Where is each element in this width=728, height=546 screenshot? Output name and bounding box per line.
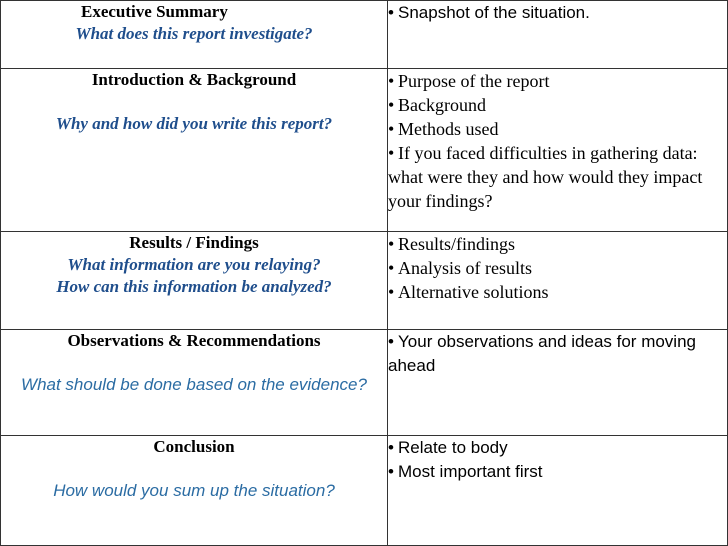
table-row (1, 329, 728, 435)
section-cell (1, 68, 388, 231)
section-question: How would you sum up the situation? (53, 480, 335, 500)
section-title: Conclusion (153, 436, 235, 456)
bullet-icon: • (388, 233, 395, 254)
list-item: • Background (388, 94, 486, 115)
list-item: • If you faced difficulties in gathering data: what were they and how would they impact your findings? (388, 142, 703, 211)
list-item: • Analysis of results (388, 257, 532, 278)
table-row (1, 1, 728, 69)
section-cell (1, 231, 388, 329)
list-item: • Results/findings (388, 233, 516, 254)
bullet-list (388, 1, 727, 25)
bullet-icon: • (388, 331, 394, 351)
bullet-list (388, 69, 727, 213)
bullet-icon: • (388, 142, 395, 163)
list-item: • Your observations and ideas for moving ahead (388, 331, 696, 375)
list-item: • Snapshot of the situation. (388, 1, 727, 25)
section-question: Why and how did you write this report? (55, 113, 333, 133)
section-cell (1, 1, 388, 69)
section-cell (1, 435, 388, 545)
section-question: How can this information be analyzed? (56, 276, 332, 296)
bullet-icon: • (388, 257, 395, 278)
contents-cell (388, 329, 728, 435)
bullet-icon: • (388, 461, 394, 481)
list-item: • Purpose of the report (388, 70, 550, 91)
list-item: • Alternative solutions (388, 281, 549, 302)
contents-cell (388, 231, 728, 329)
bullet-list (388, 330, 727, 378)
bullet-list (388, 232, 727, 304)
list-item: • Relate to body (388, 436, 727, 460)
bullet-list (388, 436, 727, 484)
table-row (1, 231, 728, 329)
bullet-icon: • (388, 437, 394, 457)
contents-cell (388, 1, 728, 69)
bullet-icon: • (388, 281, 395, 302)
list-item: • Most important first (388, 460, 727, 484)
table-row (1, 68, 728, 231)
section-question: What does this report investigate? (75, 24, 313, 43)
section-cell (1, 329, 388, 435)
section-title: Results / Findings (129, 232, 259, 252)
section-title: Observations & Recommendations (67, 330, 321, 350)
section-title: Introduction & Background (91, 69, 297, 89)
bullet-icon: • (388, 70, 395, 91)
contents-cell (388, 68, 728, 231)
list-item: • Methods used (388, 118, 499, 139)
section-title: Executive Summary (81, 2, 228, 21)
bullet-icon: • (388, 118, 395, 139)
bullet-icon: • (388, 3, 394, 22)
table-row (1, 435, 728, 545)
section-question: What information are you relaying? (67, 254, 321, 274)
section-question: What should be done based on the evidence? (21, 374, 367, 394)
contents-cell (388, 435, 728, 545)
bullet-icon: • (388, 94, 395, 115)
